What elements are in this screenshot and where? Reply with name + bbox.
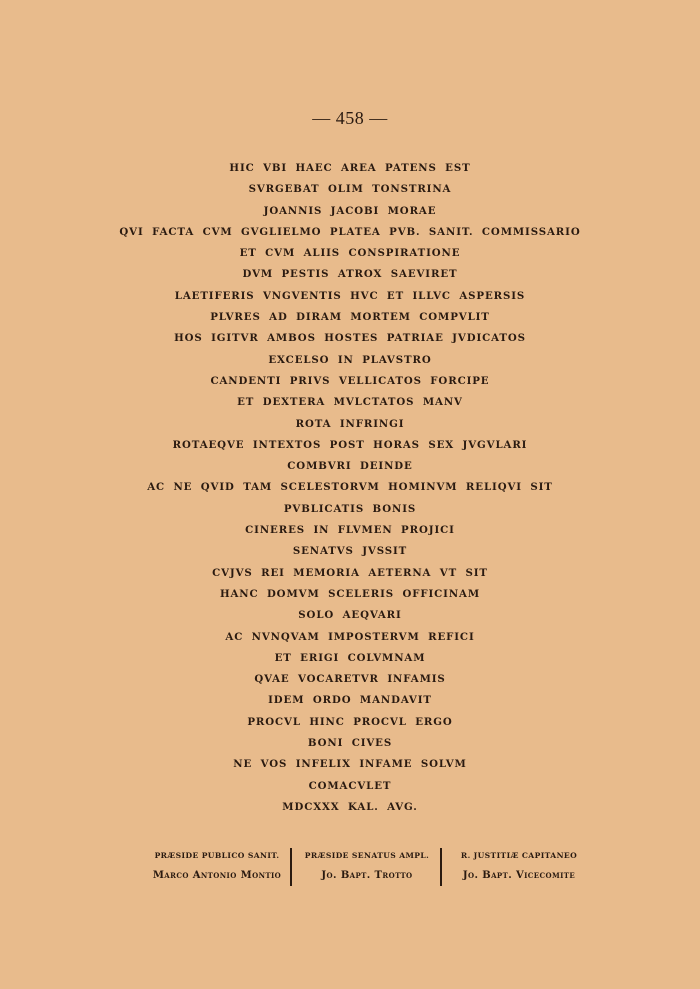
inscription-line: AC NE QVID TAM SCELESTORVM HOMINVM RELIQVI SIT bbox=[147, 481, 553, 494]
inscription-line: JOANNIS JACOBI MORAE bbox=[263, 204, 437, 217]
column-divider bbox=[440, 848, 442, 886]
inscription-line: BONI CIVES bbox=[307, 737, 393, 750]
signature-justice bbox=[444, 846, 594, 886]
inscription-line: SVRGEBAT OLIM TONSTRINA bbox=[248, 183, 452, 196]
signature-name: Jo. Bapt. Trotto bbox=[321, 870, 413, 881]
inscription-line: DVM PESTIS ATROX SAEVIRET bbox=[242, 268, 458, 281]
inscription-line: PVBLICATIS BONIS bbox=[283, 502, 417, 515]
inscription-line: ET DEXTERA MVLCTATOS MANV bbox=[237, 396, 463, 409]
inscription-text bbox=[0, 158, 700, 818]
inscription-line: PLVRES AD DIRAM MORTEM COMPVLIT bbox=[210, 311, 490, 324]
inscription-line: CINERES IN FLVMEN PROJICI bbox=[245, 524, 455, 537]
signature-name: Marco Antonio Montio bbox=[152, 870, 282, 881]
signature-block bbox=[0, 846, 700, 886]
signature-name: Jo. Bapt. Vicecomite bbox=[462, 870, 576, 881]
inscription-line: ROTAEQVE INTEXTOS POST HORAS SEX JVGVLARI bbox=[172, 438, 528, 451]
inscription-line: CVJVS REI MEMORIA AETERNA VT SIT bbox=[212, 566, 488, 579]
inscription-line: ROTA INFRINGI bbox=[295, 417, 405, 430]
inscription-line: HIC VBI HAEC AREA PATENS EST bbox=[229, 162, 471, 174]
inscription-line: QVAE VOCARETVR INFAMIS bbox=[254, 673, 446, 686]
inscription-line: COMACVLET bbox=[308, 779, 392, 792]
inscription-line: LAETIFERIS VNGVENTIS HVC ET ILLVC ASPERSIS bbox=[174, 289, 526, 302]
inscription-line: EXCELSO IN PLAVSTRO bbox=[268, 353, 432, 366]
inscription-line: PROCVL HINC PROCVL ERGO bbox=[247, 715, 453, 728]
signature-title: R. JUSTITIÆ CAPITANEO bbox=[460, 851, 578, 860]
signature-senate bbox=[293, 846, 441, 886]
inscription-line: COMBVRI DEINDE bbox=[287, 460, 413, 473]
inscription-line: QVI FACTA CVM GVGLIELMO PLATEA PVB. SANIT. COMMISSARIO bbox=[119, 225, 581, 238]
inscription-line: ET CVM ALIIS CONSPIRATIONE bbox=[239, 247, 461, 260]
inscription-line: IDEM ORDO MANDAVIT bbox=[268, 694, 432, 707]
page-number: — 458 — bbox=[312, 108, 388, 128]
inscription-line: SENATVS JVSSIT bbox=[292, 545, 408, 558]
signature-title: PRÆSIDE SENATUS AMPL. bbox=[304, 851, 430, 860]
column-divider bbox=[290, 848, 292, 886]
inscription-line: ET ERIGI COLVMNAM bbox=[274, 651, 426, 664]
inscription-line: HANC DOMVM SCELERIS OFFICINAM bbox=[219, 587, 481, 600]
inscription-line: CANDENTI PRIVS VELLICATOS FORCIPE bbox=[210, 374, 490, 387]
inscription-line: HOS IGITVR AMBOS HOSTES PATRIAE JVDICATOS bbox=[174, 332, 526, 345]
inscription-line: SOLO AEQVARI bbox=[298, 609, 402, 622]
signature-title: PRÆSIDE PUBLICO SANIT. bbox=[154, 851, 280, 860]
inscription-line: NE VOS INFELIX INFAME SOLVM bbox=[233, 758, 467, 771]
signature-public-health bbox=[144, 846, 290, 886]
inscription-line: AC NVNQVAM IMPOSTERVM REFICI bbox=[225, 630, 475, 643]
inscription-line: MDCXXX KAL. AVG. bbox=[282, 800, 418, 813]
